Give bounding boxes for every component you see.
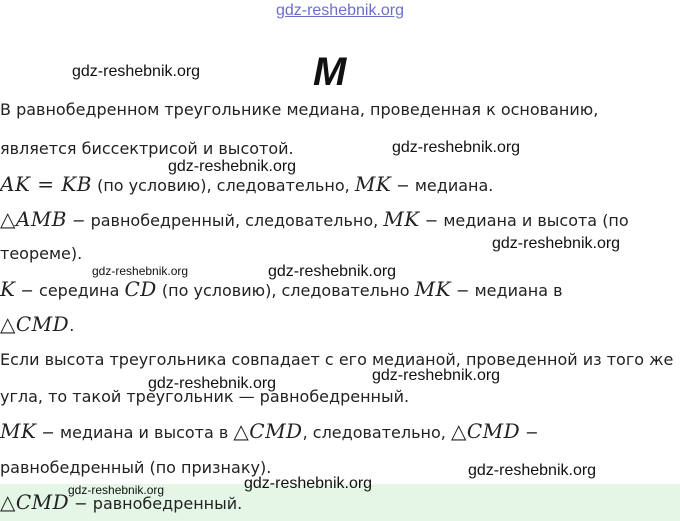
watermark: gdz-reshebnik.org [492, 235, 621, 252]
text-line: △CMD − равнобедренный. [0, 490, 243, 514]
math-expression: △CMD [0, 490, 70, 514]
text-line: угла, то такой треугольник — равнобедренный. [0, 387, 410, 406]
math-expression: △CMD [0, 312, 70, 336]
math-expression: MK [0, 419, 37, 443]
text-line: теореме). [0, 244, 83, 263]
math-expression: MK [414, 277, 452, 301]
math-expression: MK [383, 207, 420, 231]
text-line: △CMD. [0, 312, 75, 336]
text-line: В равнобедренном треугольнике медиана, проведенная к основанию, [0, 100, 599, 119]
text-line: K − середина CD (по условию), следовательно MK − медиана в [0, 277, 563, 301]
watermark: gdz-reshebnik.org [68, 483, 165, 497]
watermark: gdz-reshebnik.org [72, 63, 201, 80]
text-line: Если высота треугольника совпадает с его медианой, проведенной из того же [0, 350, 674, 369]
math-expression: △AMB [0, 207, 67, 231]
text-line: AK = KB (по условию), следовательно, MK − медиана. [0, 172, 494, 196]
watermark: gdz-reshebnik.org [392, 139, 521, 156]
math-expression: MK [354, 172, 392, 196]
math-expression: △CMD [450, 419, 521, 443]
header-watermark-link[interactable]: gdz-reshebnik.org [275, 2, 405, 19]
page-title: M [313, 50, 347, 94]
text-line: △AMB − равнобедренный, следовательно, MK − медиана и высота (по [0, 207, 629, 231]
text-line: равнобедренный (по признаку). [0, 458, 272, 477]
watermark: gdz-reshebnik.org [148, 375, 277, 392]
math-expression: AK = KB [0, 172, 92, 196]
watermark: gdz-reshebnik.org [244, 475, 373, 492]
math-expression: △CMD [233, 419, 303, 443]
text-line: MK − медиана и высота в △CMD, следовательно, △CMD − [0, 419, 539, 443]
text-line: является биссектрисой и высотой. [0, 139, 294, 158]
watermark: gdz-reshebnik.org [268, 263, 397, 280]
watermark: gdz-reshebnik.org [92, 264, 189, 278]
math-expression: K [0, 277, 16, 301]
watermark: gdz-reshebnik.org [372, 367, 501, 384]
math-expression: CD [124, 277, 157, 301]
watermark: gdz-reshebnik.org [168, 158, 297, 175]
watermark: gdz-reshebnik.org [468, 462, 597, 479]
